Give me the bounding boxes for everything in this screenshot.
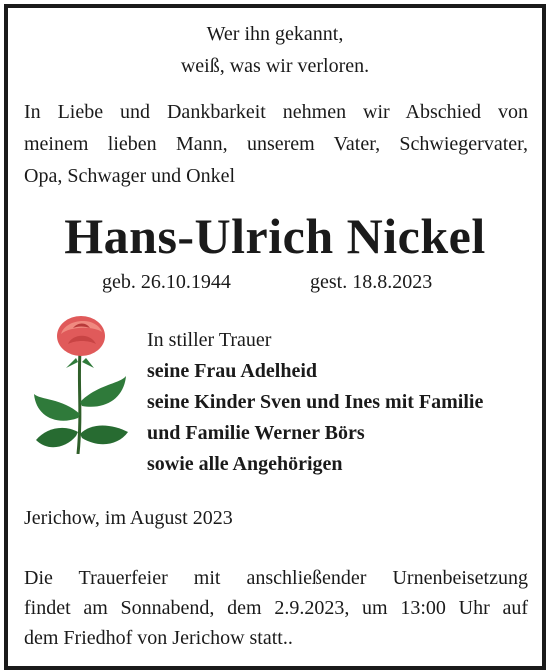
mourner-3: und Familie Werner Börs <box>147 422 365 444</box>
intro-line-2: meinem lieben Mann, unserem Vater, Schwiegervater, <box>24 133 528 155</box>
place-date: Jerichow, im August 2023 <box>24 507 233 529</box>
mourners-block <box>147 325 483 480</box>
service-info <box>24 563 528 653</box>
rose-icon <box>28 314 136 454</box>
death-date: gest. 18.8.2023 <box>310 271 433 293</box>
mourning-intro: In stiller Trauer <box>147 329 272 351</box>
intro-line-1: In Liebe und Dankbarkeit nehmen wir Abschied von <box>24 101 528 123</box>
deceased-name: Hans-Ulrich Nickel <box>64 208 486 264</box>
service-line-2: findet am Sonnabend, dem 2.9.2023, um 13:00 Uhr auf <box>24 597 528 619</box>
intro-line-3: Opa, Schwager und Onkel <box>24 165 236 187</box>
quote-line-1: Wer ihn gekannt, <box>206 23 344 45</box>
mourner-2: seine Kinder Sven und Ines mit Familie <box>147 391 484 413</box>
intro-text <box>24 96 528 192</box>
service-line-3: dem Friedhof von Jerichow statt.. <box>24 627 293 649</box>
service-line-1: Die Trauerfeier mit anschließender Urnenbeisetzung <box>24 567 528 589</box>
quote-line-2: weiß, was wir verloren. <box>180 55 370 77</box>
birth-date: geb. 26.10.1944 <box>102 271 231 293</box>
mourner-4: sowie alle Angehörigen <box>147 453 343 475</box>
mourner-1: seine Frau Adelheid <box>147 360 318 382</box>
